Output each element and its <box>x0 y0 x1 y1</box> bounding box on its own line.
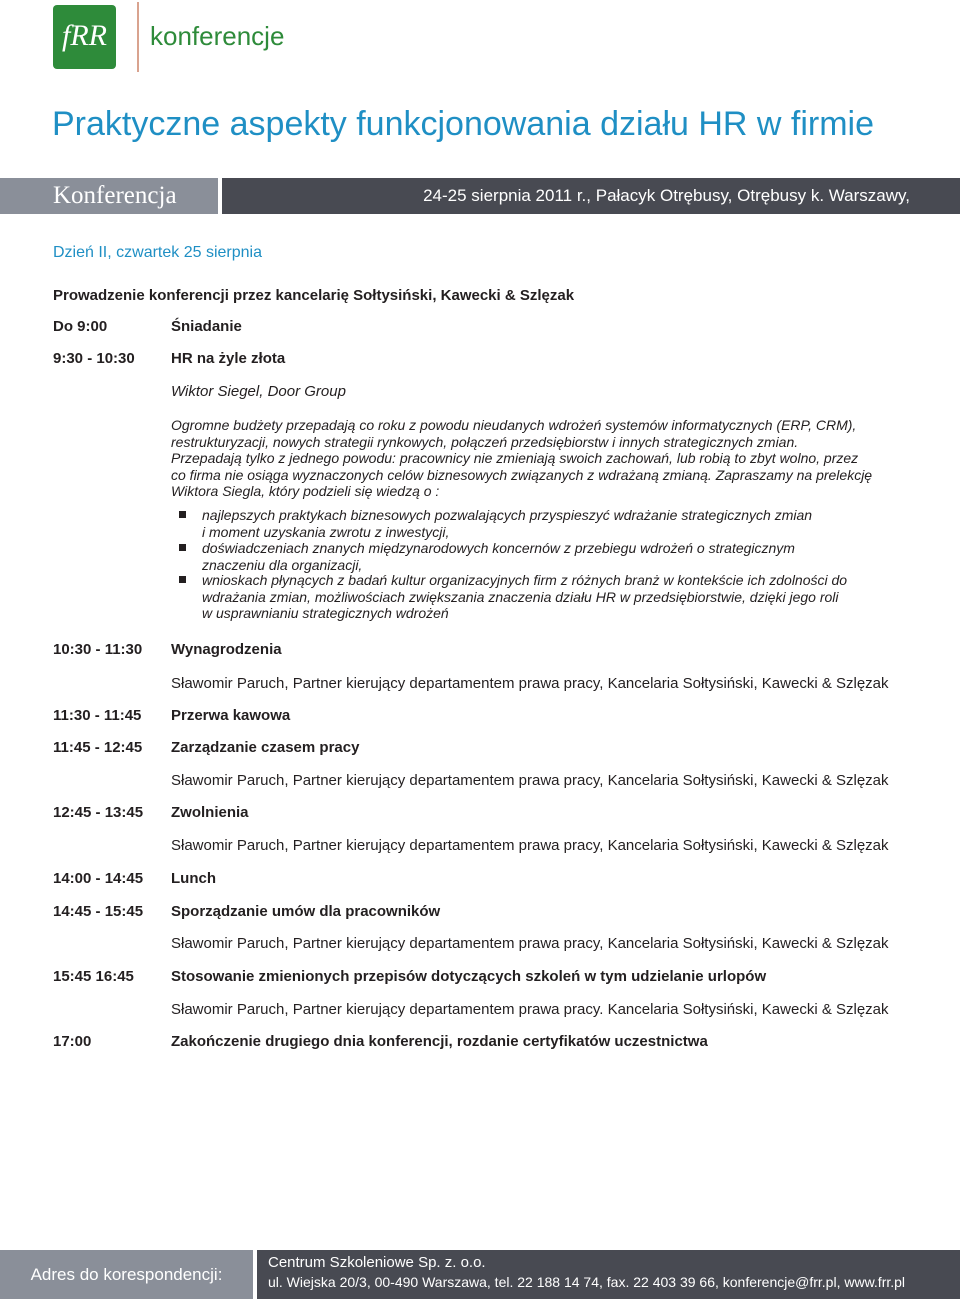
agenda-session: Śniadanie <box>171 318 242 335</box>
bullet-line: znaczeniu dla organizacji, <box>202 556 363 573</box>
bullet-line: wnioskach płynących z badań kultur organizacyjnych firm z różnych branż w kontekście ich zdolności do <box>202 572 848 588</box>
bullet-item <box>202 507 912 540</box>
bullet-line: wdrażania zmian, możliwościach zwiększania znaczenia działu HR w przedsiębiorstwie, dzięki jego roli <box>202 588 839 605</box>
event-info: 24-25 sierpnia 2011 r., Pałacyk Otrębusy, Otrębusy k. Warszawy, <box>423 186 910 205</box>
description-line: co firma nie osiąga wyznaczonych celów biznesowych związanych z wdrażaną zmianą. Zapraszamy na prelekcję <box>171 466 873 483</box>
agenda-time: 10:30 - 11:30 <box>53 641 143 658</box>
page-title: Praktyczne aspekty funkcjonowania działu HR w firmie <box>52 105 875 143</box>
description-line: Wiktora Siegla, który podzieli się wiedzą o : <box>171 483 440 499</box>
agenda-session: Zarządzanie czasem pracy <box>171 739 360 756</box>
session-description <box>171 417 916 500</box>
agenda-speaker: Sławomir Paruch, Partner kierujący departamentem prawa pracy, Kancelaria Sołtysiński, Kawecki & Szlęzak <box>171 837 889 854</box>
agenda-session: Przerwa kawowa <box>171 707 291 724</box>
agenda-session: Sporządzanie umów dla pracowników <box>171 903 441 920</box>
description-line: Ogromne budżety przepadają co roku z powodu nieudanych wdrożeń systemów informatycznych (ERP, CRM), <box>171 417 857 433</box>
footer-company: Centrum Szkoleniowe Sp. z. o.o. <box>268 1254 486 1271</box>
footer-label: Adres do korespondencji: <box>30 1265 223 1284</box>
agenda-session: Stosowanie zmienionych przepisów dotyczących szkoleń w tym udzielanie urlopów <box>171 968 767 985</box>
agenda-time: 15:45 16:45 <box>53 968 134 985</box>
agenda-session: Zwolnienia <box>171 804 249 821</box>
bullet-square-icon <box>179 544 186 551</box>
agenda-time: 12:45 - 13:45 <box>53 804 144 821</box>
agenda-speaker: Sławomir Paruch, Partner kierujący departamentem prawa pracy, Kancelaria Sołtysiński, Kawecki & Szlęzak <box>171 772 889 789</box>
agenda-time: 11:30 - 11:45 <box>53 707 142 724</box>
agenda-time: 14:45 - 15:45 <box>53 903 144 920</box>
logo-wordmark: konferencje <box>150 21 285 51</box>
agenda-speaker: Sławomir Paruch, Partner kierujący departamentem prawa pracy, Kancelaria Sołtysiński, Kawecki & Szlęzak <box>171 935 889 952</box>
agenda-speaker: Sławomir Paruch, Partner kierujący departamentem prawa pracy. Kancelaria Sołtysiński, Kawecki & Szlęzak <box>171 1001 889 1018</box>
bullet-line: najlepszych praktykach biznesowych pozwalających przyspieszyć wdrażanie strategicznych zmian <box>202 507 813 523</box>
bullet-square-icon <box>179 576 186 583</box>
conference-lead: Prowadzenie konferencji przez kancelarię Sołtysiński, Kawecki & Szlęzak <box>53 287 575 304</box>
band-label: Konferencja <box>53 182 177 209</box>
bullet-item <box>202 540 912 573</box>
agenda-speaker: Sławomir Paruch, Partner kierujący departamentem prawa pracy, Kancelaria Sołtysiński, Kawecki & Szlęzak <box>171 675 889 692</box>
bullet-line: i moment uzyskania zwrotu z inwestycji, <box>202 523 450 540</box>
description-line: Przepadają tylko z jednego powodu: pracownicy nie zmieniają swoich zachowań, lub robią to zbyt wolno, przez <box>171 450 859 466</box>
logo-divider <box>137 2 139 72</box>
agenda-session: Zakończenie drugiego dnia konferencji, rozdanie certyfikatów uczestnictwa <box>171 1033 708 1050</box>
agenda-session: HR na żyle złota <box>171 350 286 367</box>
agenda-time: 9:30 - 10:30 <box>53 350 135 367</box>
bullet-line: doświadczeniach znanych międzynarodowych koncernów z przebiegu wdrożeń o strategicznym <box>202 540 795 556</box>
agenda-session: Wynagrodzenia <box>171 641 282 658</box>
footer-contact: ul. Wiejska 20/3, 00-490 Warszawa, tel. 22 188 14 74, fax. 22 403 39 66, konferencje@frr.pl, www.frr.pl <box>268 1274 906 1290</box>
day-heading: Dzień II, czwartek 25 sierpnia <box>53 244 262 261</box>
description-line: restrukturyzacji, nowych strategii rynkowych, połączeń przedsiębiorstw i innych strategicznych zmian. <box>171 433 799 450</box>
agenda-time: 17:00 <box>53 1033 92 1050</box>
agenda-speaker: Wiktor Siegel, Door Group <box>171 383 346 400</box>
bullet-square-icon <box>179 511 186 518</box>
agenda-time: 11:45 - 12:45 <box>53 739 143 756</box>
agenda-time: 14:00 - 14:45 <box>53 870 144 887</box>
logo-mark-text: fRR <box>62 19 107 52</box>
agenda-time: Do 9:00 <box>53 318 108 335</box>
bullet-line: w usprawnianiu strategicznych wdrożeń <box>202 605 449 621</box>
bullet-item <box>202 572 912 622</box>
agenda-session: Lunch <box>171 870 216 887</box>
